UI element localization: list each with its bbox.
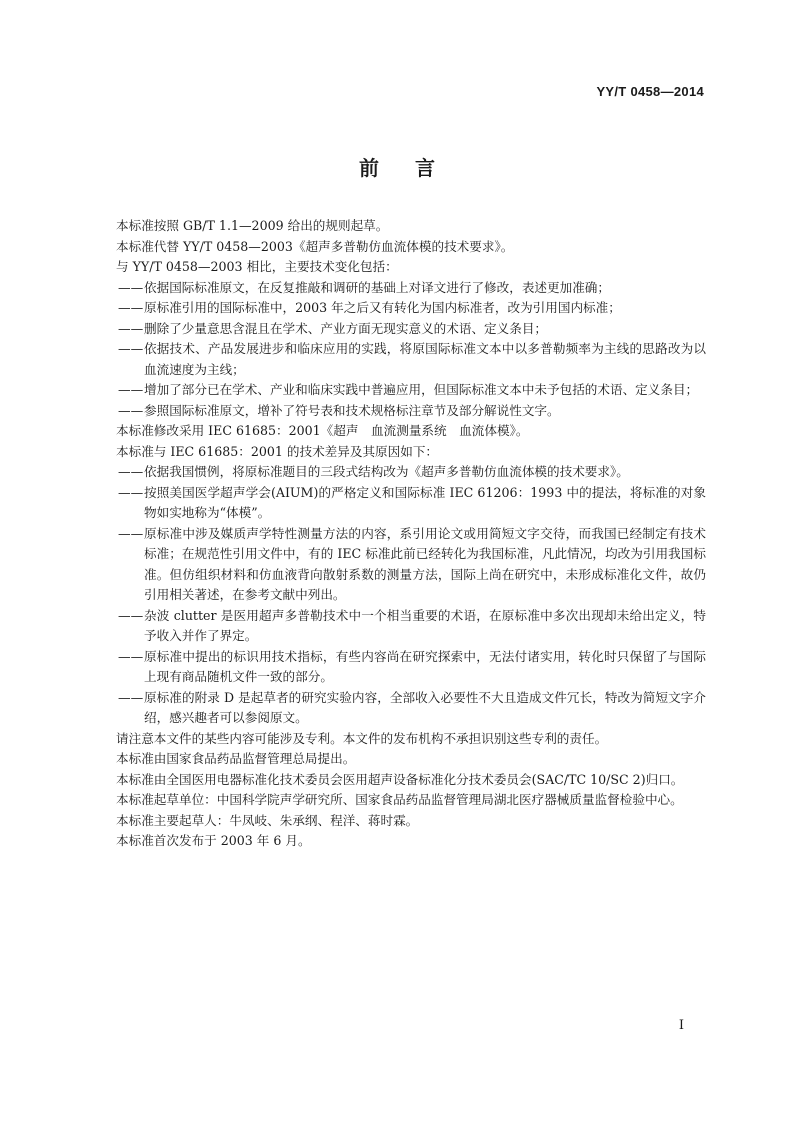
- paragraph-drafting-organizations: 本标准起草单位：中国科学院声学研究所、国家食品药品监督管理局湖北医疗器械质量监督检验中心。: [116, 792, 683, 807]
- paragraph-replaces: 本标准代替 YY/T 0458—2003《超声多普勒仿血流体模的技术要求》。: [116, 238, 514, 254]
- paragraph-drafters: 本标准主要起草人：牛凤岐、朱承纲、程洋、蒋时霖。: [116, 812, 419, 828]
- list-dash: ——: [118, 300, 144, 315]
- list-item: [90, 688, 706, 729]
- list-item: [90, 483, 706, 524]
- list-item-text: 增加了部分已在学术、产业和临床实践中普遍应用，但国际标准文本中未予包括的术语、定义条目；: [144, 382, 699, 397]
- page-number: I: [678, 1018, 684, 1033]
- list-dash: ——: [118, 402, 144, 418]
- list-dash: ——: [118, 341, 144, 356]
- list-dash: ——: [118, 648, 144, 664]
- list-item-text: 依据我国惯例，将原标准题目的三段式结构改为《超声多普勒仿血流体模的技术要求》。: [144, 464, 629, 479]
- paragraph-first-published: 本标准首次发布于 2003 年 6 月。: [116, 833, 311, 848]
- paragraph-adoption: 本标准修改采用 IEC 61685：2001《超声 血流测量系统 血流体模》。: [116, 423, 529, 438]
- list-item-text: 原标准引用的国际标准中，2003 年之后又有转化为国内标准者，改为引用国内标准；: [144, 300, 621, 315]
- list-item: [90, 524, 706, 606]
- list-item: [90, 647, 706, 688]
- list-dash: ——: [118, 484, 144, 500]
- list-item: [90, 606, 706, 647]
- list-item: [90, 298, 706, 319]
- list-item-text: 依据国际标准原文，在反复推敲和调研的基础上对译文进行了修改，表述更加准确；: [144, 279, 610, 295]
- paragraph-patent-notice: 请注意本文件的某些内容可能涉及专利。本文件的发布机构不承担识别这些专利的责任。: [116, 730, 608, 746]
- list-item: [90, 380, 706, 401]
- list-item: [90, 462, 706, 483]
- changes-list: [90, 278, 706, 422]
- list-item: [90, 401, 706, 422]
- list-item-text: 原标准中涉及媒质声学特性测量方法的内容，系引用论文或用简短文字交待，而我国已经制定有技术标准；在规范性引用文件中，有的 IEC 标准此前已经转化为我国标准，凡此情况，均改为引用我国标准。但仿组织材料和仿血液背向散射系数的测量方法，国际上尚在研究中，未形成标准化文件，故仍引用相关著述，在参考文献中列出。: [144, 525, 706, 602]
- list-dash: ——: [118, 525, 144, 541]
- list-item-text: 按照美国医学超声学会(AIUM)的严格定义和国际标准 IEC 61206：1993 中的提法，将标准的对象物如实地称为“体模”。: [144, 484, 706, 520]
- list-item-text: 原标准的附录 D 是起草者的研究实验内容，全部收入必要性不大且造成文件冗长，特改为简短文字介绍，感兴趣者可以参阅原文。: [144, 689, 706, 725]
- list-dash: ——: [118, 464, 144, 479]
- page-title: 前言: [359, 156, 471, 180]
- list-item: [90, 339, 706, 380]
- list-dash: ——: [118, 382, 144, 397]
- list-dash: ——: [118, 607, 144, 623]
- list-item-text: 参照国际标准原文，增补了符号表和技术规格标注章节及部分解说性文字。: [144, 402, 560, 418]
- paragraph-changes-intro: 与 YY/T 0458—2003 相比，主要技术变化包括：: [116, 259, 398, 274]
- paragraph-under-jurisdiction: 本标准由全国医用电器标准化技术委员会医用超声设备标准化分技术委员会(SAC/TC 10/SC 2)归口。: [116, 771, 684, 787]
- standard-number: YY/T 0458—2014: [596, 84, 704, 99]
- document-body: [90, 216, 706, 852]
- list-item-text: 删除了少量意思含混且在学术、产业方面无现实意义的术语、定义条目；: [144, 320, 547, 336]
- list-item-text: 原标准中提出的标识用技术指标，有些内容尚在研究探索中，无法付诸实用，转化时只保留了与国际上现有商品随机文件一致的部分。: [144, 648, 706, 684]
- paragraph-differences-intro: 本标准与 IEC 61685：2001 的技术差异及其原因如下：: [116, 443, 439, 459]
- list-item: [90, 319, 706, 340]
- list-item: [90, 278, 706, 299]
- list-dash: ——: [118, 279, 144, 295]
- paragraph-proposed-by: 本标准由国家食品药品监督管理总局提出。: [116, 751, 356, 766]
- list-item-text: 杂波 clutter 是医用超声多普勒技术中一个相当重要的术语，在原标准中多次出现却未给出定义，特予收入并作了界定。: [144, 607, 706, 643]
- list-dash: ——: [118, 320, 144, 336]
- differences-list: [90, 462, 706, 729]
- list-dash: ——: [118, 689, 144, 705]
- list-item-text: 依据技术、产品发展进步和临床应用的实践，将原国际标准文本中以多普勒频率为主线的思路改为以血流速度为主线；: [144, 341, 706, 377]
- paragraph-drafting-rules: 本标准按照 GB/T 1.1—2009 给出的规则起草。: [116, 218, 389, 233]
